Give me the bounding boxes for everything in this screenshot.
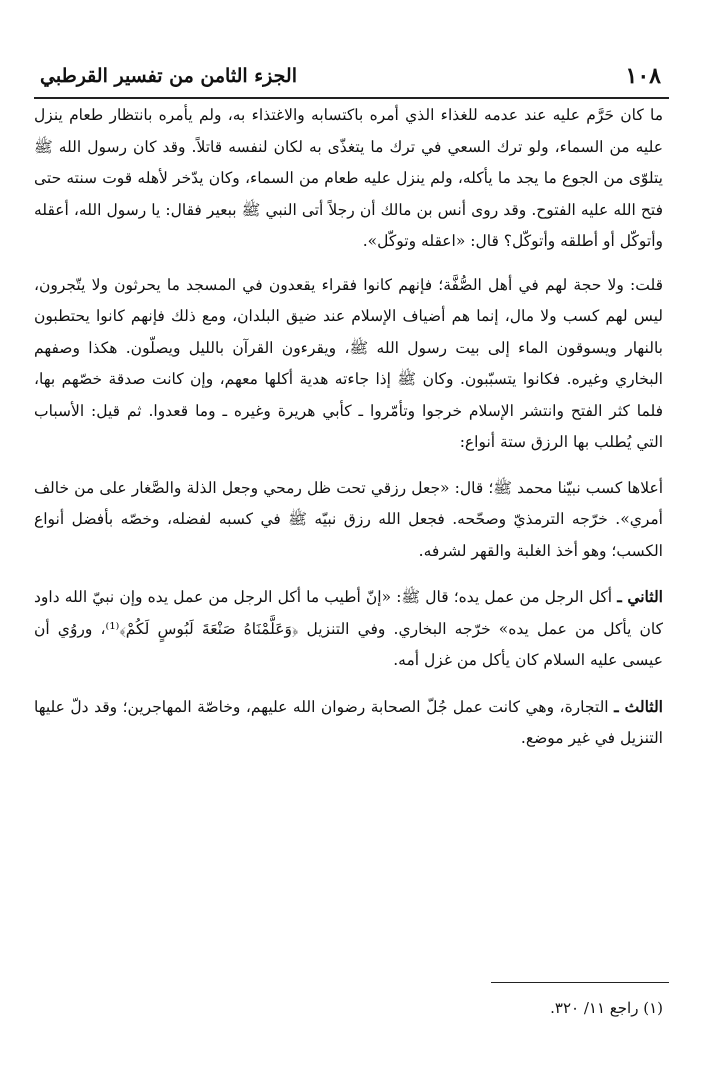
footnote-divider [491, 982, 669, 983]
paragraph-4 [34, 581, 663, 677]
paragraph-lead: الثالث ـ [614, 696, 663, 716]
running-title: الجزء الثامن من تفسير القرطبي [40, 65, 298, 87]
paragraph-1 [34, 100, 663, 258]
footnote: (١) راجع ١١/ ٣٢٠. [550, 999, 663, 1017]
paragraph-text: ما كان حَرَّم عليه عند عدمه للغذاء الذي أمره باكتسابه والاغتذاء به، ولم يأمره بانتظار طعام ينزل عليه من السماء، ولو ترك السعي في ترك ما يتغذّى به لكان لنفسه قاتلاً. وقد كان رسول الله ﷺ يتلوّى من الجوع ما يجد ما يأكله، ولم ينزل عليه طعام من السماء، وكان يدّخر لأهله قوت سنته حتى فتح الله عليه الفتوح. وقد روى أنس بن مالك أن رجلاً أتى النبي ﷺ ببعير فقال: يا رسول الله، أعقله وأتوكّل أو أطلقه وأتوكّل؟ قال: «اعقله وتوكّل». [34, 106, 663, 250]
page-number: ١٠٨ [625, 63, 661, 89]
paragraph-5 [34, 691, 663, 755]
paragraph-text: أكل الرجل من عمل يده؛ قال ﷺ: «إنّ أطيب ما أكل الرجل من عمل يده وإن نبيّ الله داود كان يأكل من عمل يده» خرّجه البخاري. وفي التنزيل ﴿وَعَلَّمْنَاهُ صَنْعَةَ لَبُوسٍ لَكُمْ﴾⁽¹⁾، وروُي أن عيسى عليه السلام كان يأكل من غزل أمه. [34, 588, 663, 669]
header-divider [34, 97, 669, 99]
paragraph-3 [34, 473, 663, 568]
paragraph-text: قلت: ولا حجة لهم في أهل الصُّفَّة؛ فإنهم كانوا فقراء يقعدون في المسجد ما يحرثون ولا يتّجرون، ليس لهم كسب ولا مال، إنما هم أضياف الإسلام عند ضيق البلدان، ومع ذلك فإنهم كانوا يحتطبون بالنهار ويسوقون الماء إلى بيت رسول الله ﷺ، ويقرءون القرآن بالليل ويصلّون. هكذا وصفهم البخاري وغيره. فكانوا يتسبّبون. وكان ﷺ إذا جاءته هدية أكلها معهم، وإن كانت صدقة خصّهم بها، فلما كثر الفتح وانتشر الإسلام خرجوا وتأمّروا ـ كأبي هريرة وغيره ـ وما قعدوا. ثم قيل: الأسباب التي يُطلب بها الرزق ستة أنواع: [34, 275, 663, 451]
page-header [40, 56, 661, 96]
paragraph-text: أعلاها كسب نبيّنا محمد ﷺ؛ قال: «جعل رزقي تحت ظل رمحي وجعل الذلة والصَّغار على من خالف أمري». خرّجه الترمذيّ وصحّحه. فجعل الله رزق نبيّه ﷺ في كسبه لفضله، وخصّه بأفضل أنواع الكسب؛ وهو أخذ الغلبة والقهر لشرفه. [34, 478, 663, 560]
main-text [34, 100, 663, 769]
paragraph-2 [34, 270, 663, 459]
paragraph-lead: الثاني ـ [617, 587, 663, 606]
paragraph-text: التجارة، وهي كانت عمل جُلّ الصحابة رضوان الله عليهم، وخاصّة المهاجرين؛ وقد دلّ عليها التنزيل في غير موضع. [34, 697, 663, 747]
